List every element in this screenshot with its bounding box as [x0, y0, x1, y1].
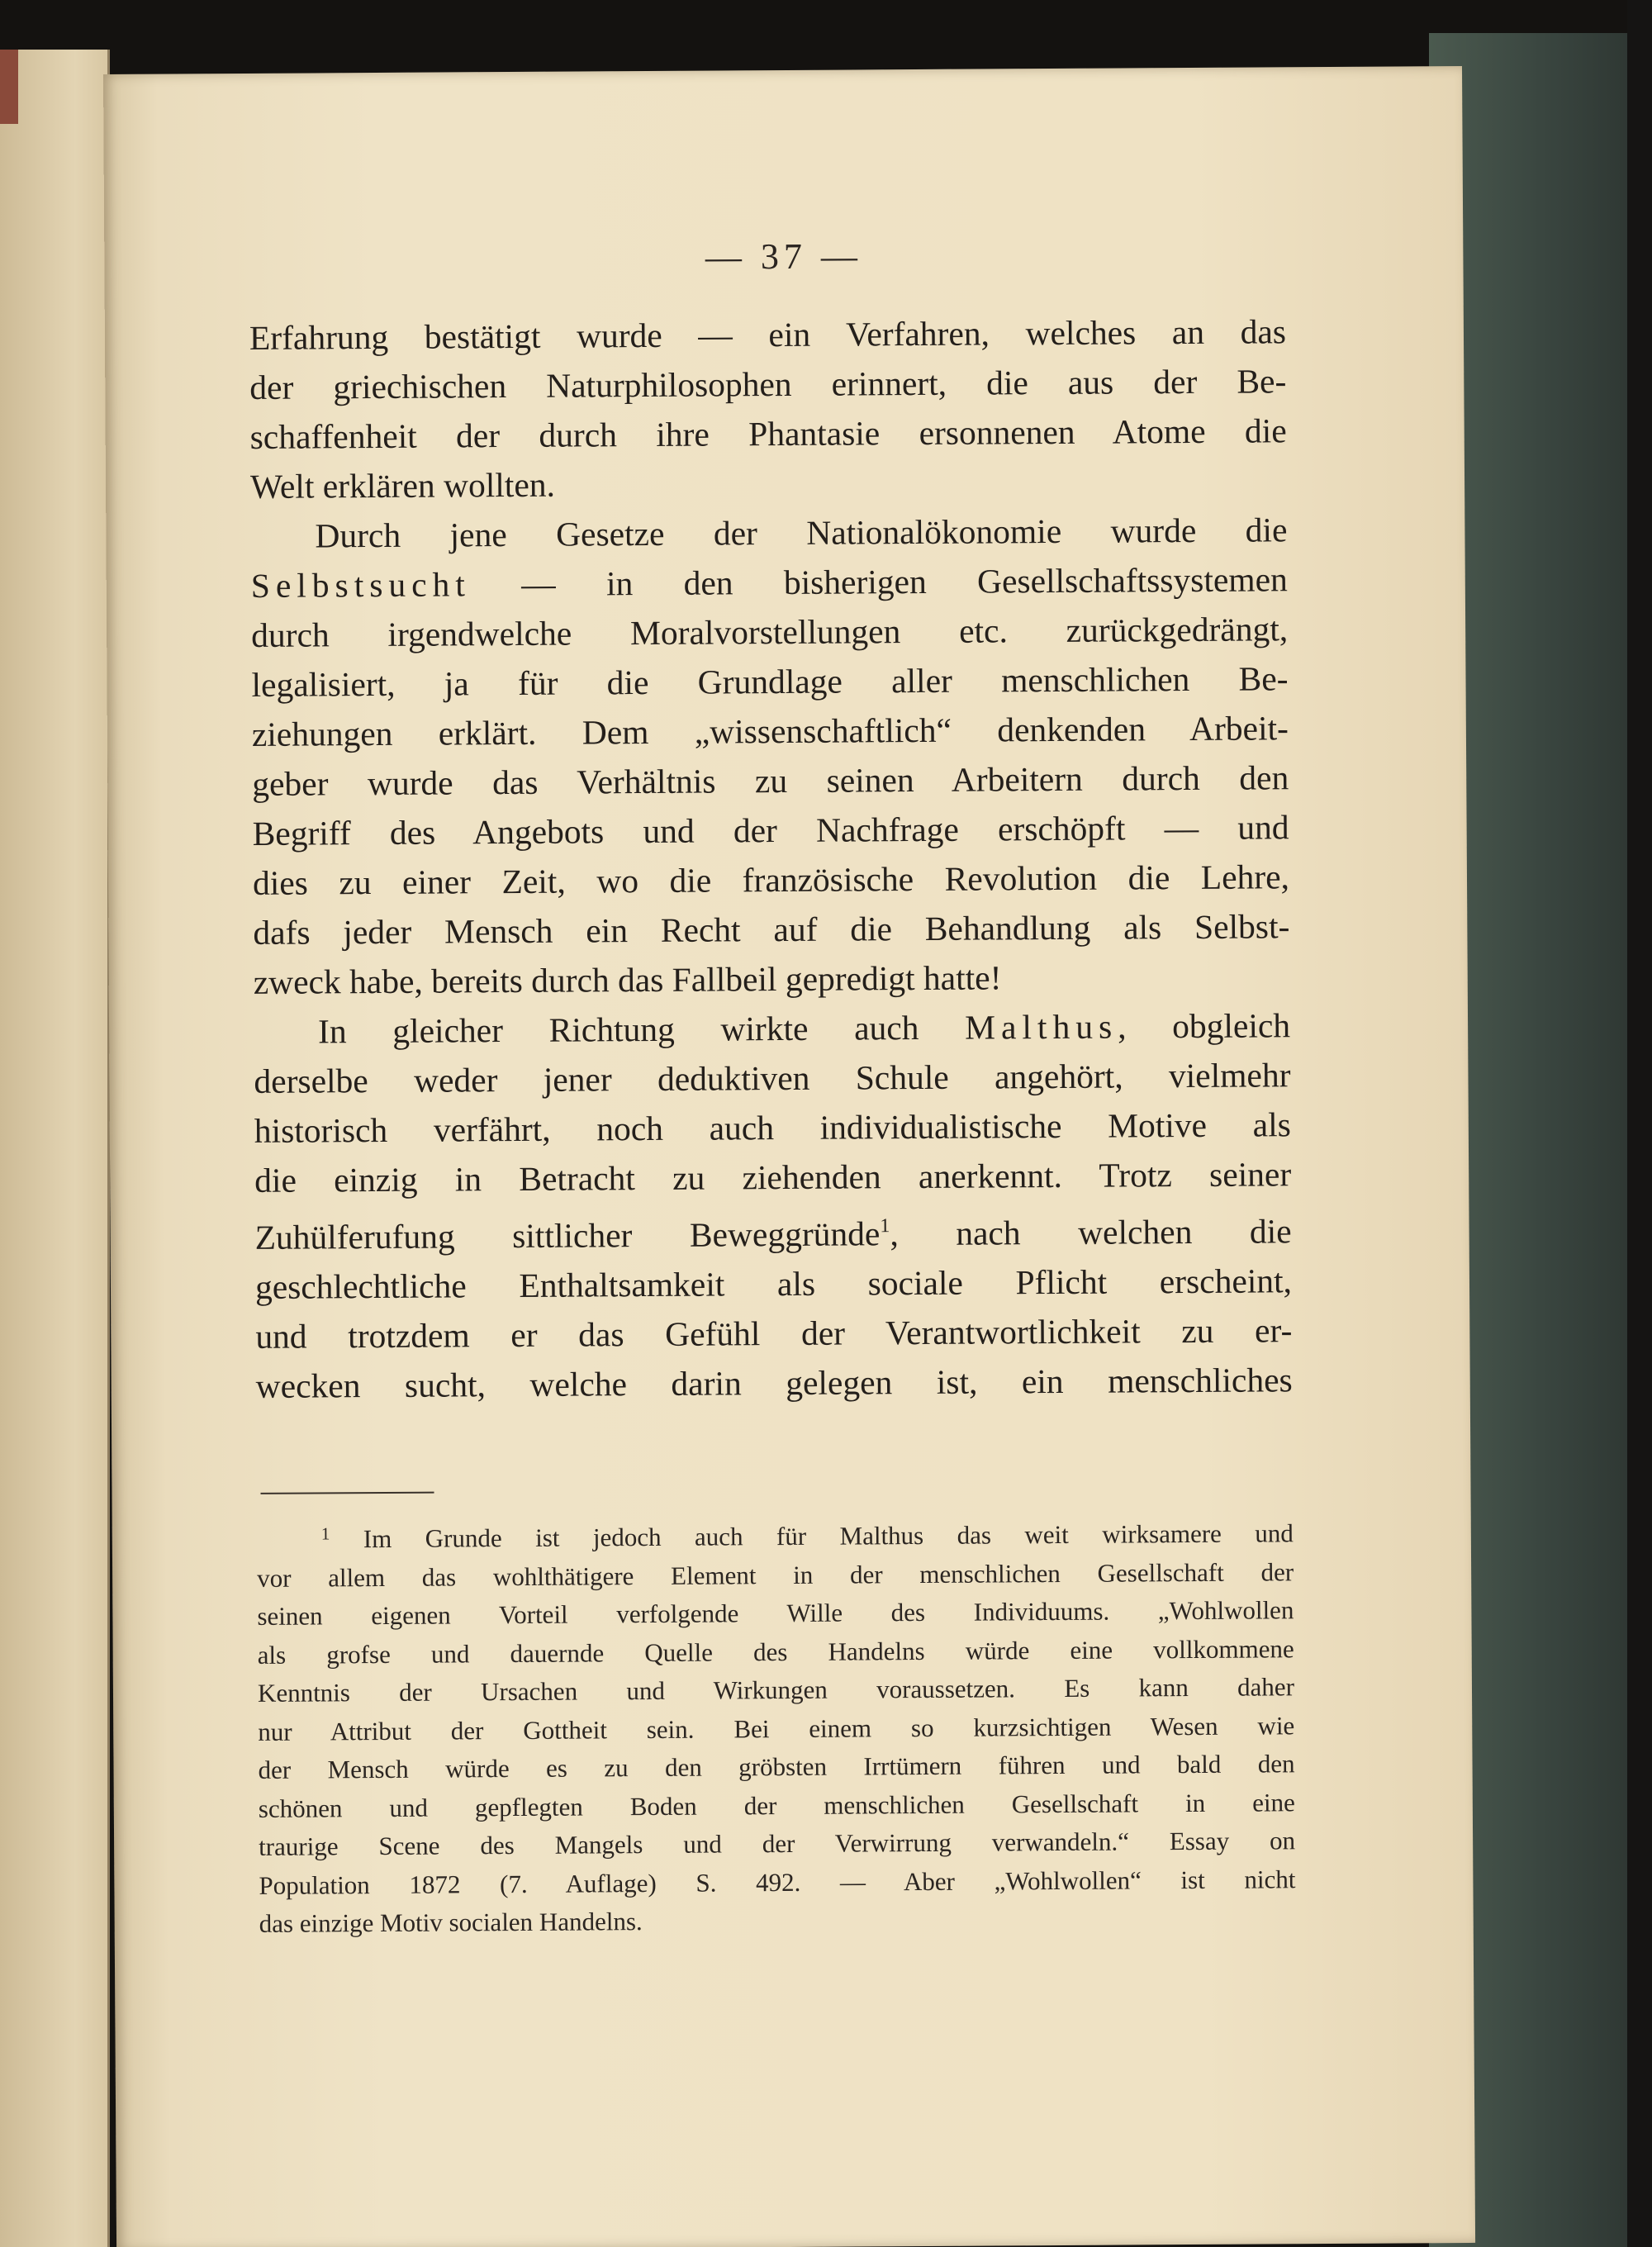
text-line: dies zu einer Zeit, wo die französische Revolution die Lehre, [252, 857, 1290, 902]
emphasized-word: Selbstsucht [250, 565, 471, 605]
text-line: der griechischen Naturphilosophen erinnert, die aus der Be- [249, 362, 1287, 406]
scan-background [1627, 0, 1652, 2247]
footnote-divider [261, 1492, 434, 1494]
emphasized-name: Malthus [964, 1007, 1118, 1047]
text-line: durch irgendwelche Moralvorstellungen etc. zurückgedrängt, [251, 610, 1289, 654]
footnote-line [257, 1508, 1294, 1559]
footnote-line: Kenntnis der Ursachen und Wirkungen voraussetzen. Es kann daher [257, 1672, 1295, 1708]
previous-page-edge [0, 50, 110, 2247]
text-line: Welt erklären wollten. [249, 465, 556, 506]
text-fragment: , obgleich [1118, 1006, 1291, 1046]
paragraph-start: Durch jene Gesetze der Nationalökonomie wurde die [315, 511, 1288, 555]
text-line [251, 554, 1288, 610]
footnote-line: traurige Scene des Mangels und der Verwirrung verwandeln.“ Essay on [259, 1826, 1296, 1861]
footnote-line: Population 1872 (7. Auflage) S. 492. — Aber „Wohlwollen“ ist nicht [259, 1864, 1296, 1900]
text-line: wecken sucht, welche darin gelegen ist, ein menschliches [255, 1361, 1293, 1405]
text-line: Begriff des Angebots und der Nachfrage erschöpft — und [252, 808, 1289, 853]
text-line: schaffenheit der durch ihre Phantasie ersonnenen Atome die [249, 411, 1287, 456]
text-fragment: Zuhülferufung sittlicher Beweggründe [254, 1214, 881, 1257]
text-line: legalisiert, ja für die Grundlage aller menschlichen Be- [251, 659, 1289, 704]
footnote-line: schönen und gepflegten Boden der menschlichen Gesellschaft in eine [258, 1787, 1295, 1823]
text-fragment: In gleicher Richtung wirkte auch [317, 1008, 966, 1051]
text-line: geber wurde das Verhältnis zu seinen Arbeitern durch den [252, 758, 1289, 803]
footnote [257, 1508, 1296, 1943]
text-line: historisch verfährt, noch auch individualistische Motive als [254, 1105, 1291, 1150]
footnote-marker: 1 [320, 1523, 330, 1544]
body-text [249, 306, 1293, 1411]
text-line: geschlechtliche Enthaltsamkeit als sociale Pflicht erscheint, [254, 1261, 1293, 1306]
text-fragment: — in den bisherigen Gesellschaftssystemen [470, 560, 1288, 604]
page-number: — 37 — [705, 235, 863, 278]
bookmark-ribbon [0, 50, 18, 124]
footnote-line: als grofse und dauernde Quelle des Handelns würde eine vollkommene [257, 1633, 1294, 1670]
text-line: ziehungen erklärt. Dem „wissenschaftlich“ denkenden Arbeit- [251, 709, 1289, 753]
text-line: Erfahrung bestätigt wurde — ein Verfahren, welches an das [249, 312, 1287, 357]
footnote-line: das einzige Motiv socialen Handelns. [259, 1907, 643, 1938]
text-line: die einzig in Betracht zu ziehenden anerkennt. Trotz seiner [254, 1155, 1292, 1200]
footnote-line: seinen eigenen Vorteil verfolgende Wille des Individuums. „Wohlwollen [257, 1595, 1294, 1631]
text-fragment: Im Grunde ist jedoch auch für Malthus das weit wirksamere und [330, 1518, 1294, 1554]
text-line [254, 1199, 1291, 1262]
text-line: derselbe weder jener deduktiven Schule angehört, vielmehr [254, 1056, 1291, 1100]
text-fragment: , nach welchen die [890, 1212, 1292, 1253]
footnote-line: der Mensch würde es zu den gröbsten Irrtümern führen und bald den [258, 1749, 1295, 1784]
paragraph-start [254, 1000, 1290, 1057]
footnote-line: nur Attribut der Gottheit sein. Bei einem so kurzsichtigen Wesen wie [258, 1710, 1295, 1746]
text-line: und trotzdem er das Gefühl der Verantwortlichkeit zu er- [255, 1311, 1293, 1356]
text-line: zweck habe, bereits durch das Fallbeil gepredigt hatte! [253, 958, 1002, 1001]
text-line: dafs jeder Mensch ein Recht auf die Behandlung als Selbst- [253, 907, 1290, 952]
book-page [103, 66, 1475, 2247]
footnote-line: vor allem das wohlthätigere Element in der menschlichen Gesellschaft der [257, 1556, 1294, 1593]
footnote-reference: 1 [880, 1215, 890, 1238]
